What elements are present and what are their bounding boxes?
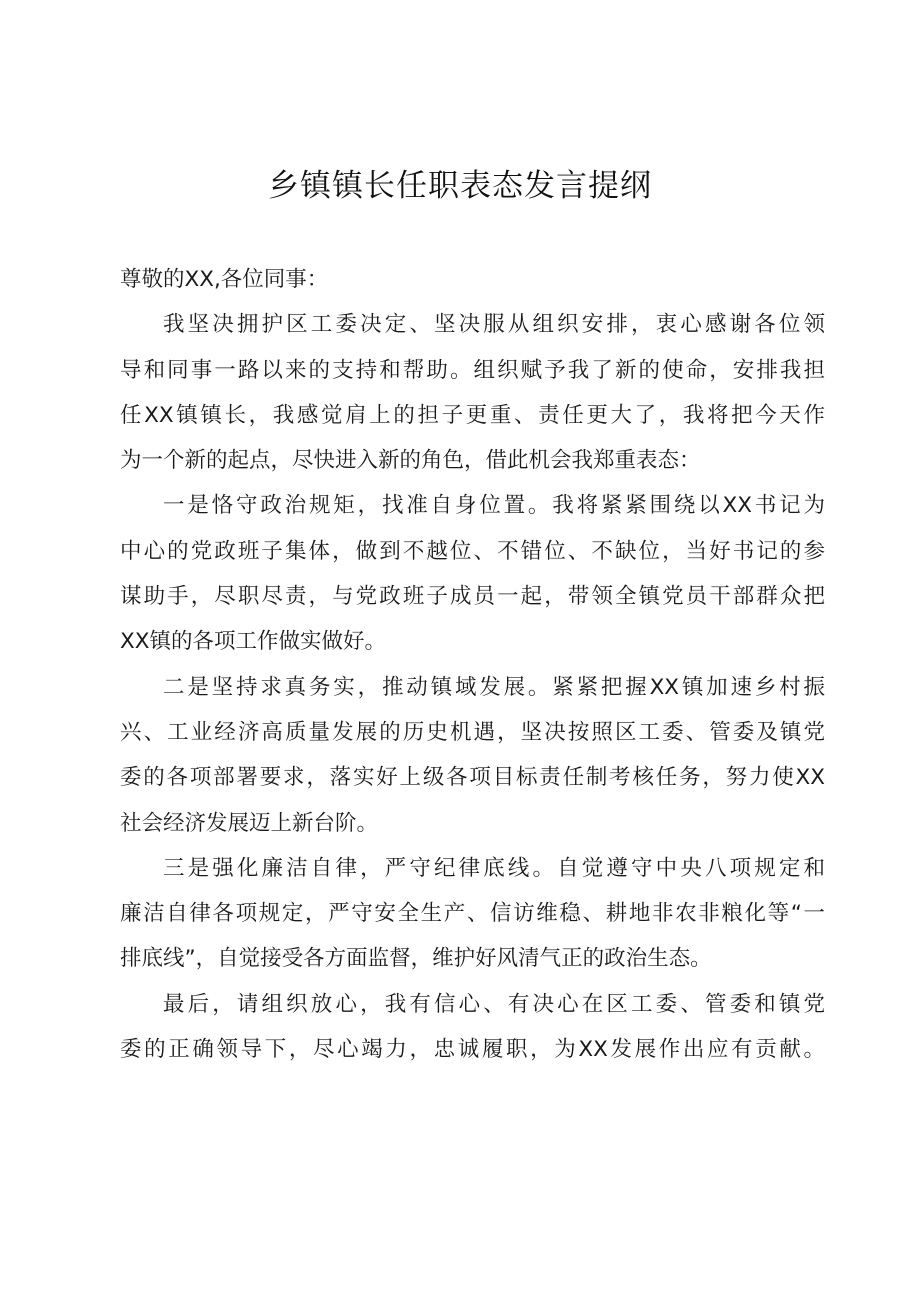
paragraph-line: 廉洁自律各项规定，严守安全生产、信访维稳、耕地非农非粮化等“一 xyxy=(120,901,825,927)
paragraph-line: XX镇的各项工作做实做好。 xyxy=(120,629,386,655)
paragraph-line: 兴、工业经济高质量发展的历史机遇，坚决按照区工委、管委及镇党 xyxy=(120,719,825,745)
paragraph-line: 社会经济发展迈上新台阶。 xyxy=(120,810,379,836)
paragraph-1 xyxy=(120,302,825,483)
paragraph-5 xyxy=(120,982,825,1073)
paragraph-3 xyxy=(120,665,825,846)
paragraph-4 xyxy=(120,846,825,982)
paragraph-line: 一是恪守政治规矩，找准自身位置。我将紧紧围绕以XX书记为 xyxy=(163,493,825,519)
paragraph-line: 二是坚持求真务实，推动镇域发展。紧紧把握XX镇加速乡村振 xyxy=(163,674,825,700)
paragraph-line: 委的各项部署要求，落实好上级各项目标责任制考核任务，努力使XX xyxy=(120,765,825,791)
paragraph-line: 我坚决拥护区工委决定、坚决服从组织安排，衷心感谢各位领 xyxy=(163,312,825,338)
paragraph-line: 中心的党政班子集体，做到不越位、不错位、不缺位，当好书记的参 xyxy=(120,538,825,564)
paragraph-line: 谋助手，尽职尽责，与党政班子成员一起，带领全镇党员干部群众把 xyxy=(120,584,825,610)
document-body xyxy=(120,257,825,1072)
paragraph-line: 三是强化廉洁自律，严守纪律底线。自觉遵守中央八项规定和 xyxy=(163,855,825,881)
paragraph-line: 排底线”，自觉接受各方面监督，维护好风清气正的政治生态。 xyxy=(120,946,712,972)
paragraph-line: 委的正确领导下，尽心竭力，忠诚履职，为XX发展作出应有贡献。 xyxy=(120,1037,825,1063)
paragraph-line: 为一个新的起点，尽快进入新的角色，借此机会我郑重表态： xyxy=(120,448,701,474)
salutation: 尊敬的XX,各位同事： xyxy=(120,267,329,292)
document-title: 乡镇镇长任职表态发言提纲 xyxy=(268,168,652,204)
paragraph-2 xyxy=(120,483,825,664)
paragraph-line: 最后，请组织放心，我有信心、有决心在区工委、管委和镇党 xyxy=(163,991,825,1017)
paragraph-line: 任XX镇镇长，我感觉肩上的担子更重、责任更大了，我将把今天作 xyxy=(120,402,825,428)
paragraph-line: 导和同事一路以来的支持和帮助。组织赋予我了新的使命，安排我担 xyxy=(120,357,825,383)
